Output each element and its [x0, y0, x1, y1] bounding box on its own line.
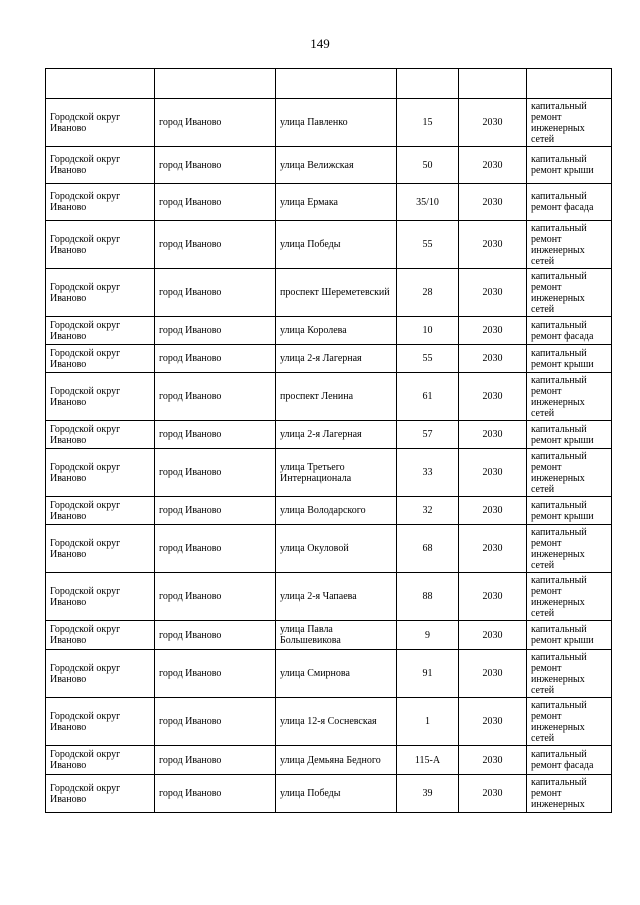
- year-cell: 2030: [459, 621, 527, 650]
- work-type-cell: капитальный ремонт инженерных сетей: [527, 525, 612, 573]
- work-type-cell: капитальный ремонт инженерных сетей: [527, 269, 612, 317]
- city-cell: город Иваново: [155, 221, 276, 269]
- table-row: [46, 147, 612, 184]
- city-cell: город Иваново: [155, 698, 276, 746]
- street-cell: улица Павла Большевикова: [276, 621, 397, 650]
- work-type-cell: капитальный ремонт крыши: [527, 345, 612, 373]
- year-cell: 2030: [459, 269, 527, 317]
- street-cell: улица Победы: [276, 775, 397, 813]
- continuation-row: [46, 69, 612, 99]
- table-row: [46, 525, 612, 573]
- house-number-cell: 35/10: [397, 184, 459, 221]
- table-row: [46, 621, 612, 650]
- empty-cell: [527, 69, 612, 99]
- work-type-cell: капитальный ремонт крыши: [527, 147, 612, 184]
- street-cell: улица 12-я Сосневская: [276, 698, 397, 746]
- district-cell: Городской округ Иваново: [46, 184, 155, 221]
- house-number-cell: 55: [397, 221, 459, 269]
- city-cell: город Иваново: [155, 746, 276, 775]
- work-type-cell: капитальный ремонт инженерных сетей: [527, 650, 612, 698]
- table-row: [46, 99, 612, 147]
- district-cell: Городской округ Иваново: [46, 221, 155, 269]
- city-cell: город Иваново: [155, 99, 276, 147]
- year-cell: 2030: [459, 497, 527, 525]
- district-cell: Городской округ Иваново: [46, 421, 155, 449]
- district-cell: Городской округ Иваново: [46, 746, 155, 775]
- work-type-cell: капитальный ремонт инженерных сетей: [527, 373, 612, 421]
- year-cell: 2030: [459, 147, 527, 184]
- house-number-cell: 10: [397, 317, 459, 345]
- table-row: [46, 421, 612, 449]
- house-number-cell: 32: [397, 497, 459, 525]
- city-cell: город Иваново: [155, 184, 276, 221]
- district-cell: Городской округ Иваново: [46, 449, 155, 497]
- empty-cell: [276, 69, 397, 99]
- year-cell: 2030: [459, 650, 527, 698]
- year-cell: 2030: [459, 525, 527, 573]
- street-cell: улица 2-я Лагерная: [276, 421, 397, 449]
- house-number-cell: 15: [397, 99, 459, 147]
- district-cell: Городской округ Иваново: [46, 573, 155, 621]
- year-cell: 2030: [459, 421, 527, 449]
- district-cell: Городской округ Иваново: [46, 269, 155, 317]
- work-type-cell: капитальный ремонт крыши: [527, 621, 612, 650]
- empty-cell: [46, 69, 155, 99]
- year-cell: 2030: [459, 345, 527, 373]
- district-cell: Городской округ Иваново: [46, 373, 155, 421]
- house-number-cell: 115-А: [397, 746, 459, 775]
- table-row: [46, 449, 612, 497]
- house-number-cell: 39: [397, 775, 459, 813]
- year-cell: 2030: [459, 746, 527, 775]
- street-cell: улица Королева: [276, 317, 397, 345]
- street-cell: улица Окуловой: [276, 525, 397, 573]
- street-cell: улица Володарского: [276, 497, 397, 525]
- table-row: [46, 269, 612, 317]
- street-cell: улица 2-я Лагерная: [276, 345, 397, 373]
- work-type-cell: капитальный ремонт фасада: [527, 184, 612, 221]
- city-cell: город Иваново: [155, 373, 276, 421]
- district-cell: Городской округ Иваново: [46, 698, 155, 746]
- work-type-cell: капитальный ремонт крыши: [527, 497, 612, 525]
- street-cell: улица Победы: [276, 221, 397, 269]
- empty-cell: [459, 69, 527, 99]
- street-cell: улица Смирнова: [276, 650, 397, 698]
- street-cell: улица 2-я Чапаева: [276, 573, 397, 621]
- work-type-cell: капитальный ремонт инженерных сетей: [527, 449, 612, 497]
- city-cell: город Иваново: [155, 269, 276, 317]
- house-number-cell: 33: [397, 449, 459, 497]
- city-cell: город Иваново: [155, 449, 276, 497]
- work-type-cell: капитальный ремонт фасада: [527, 746, 612, 775]
- table-row: [46, 373, 612, 421]
- street-cell: проспект Шереметевский: [276, 269, 397, 317]
- house-number-cell: 88: [397, 573, 459, 621]
- year-cell: 2030: [459, 775, 527, 813]
- page-number: 149: [310, 36, 330, 51]
- year-cell: 2030: [459, 573, 527, 621]
- empty-cell: [397, 69, 459, 99]
- work-type-cell: капитальный ремонт инженерных сетей: [527, 99, 612, 147]
- house-number-cell: 57: [397, 421, 459, 449]
- empty-cell: [155, 69, 276, 99]
- district-cell: Городской округ Иваново: [46, 497, 155, 525]
- year-cell: 2030: [459, 698, 527, 746]
- year-cell: 2030: [459, 317, 527, 345]
- district-cell: Городской округ Иваново: [46, 650, 155, 698]
- table-row: [46, 345, 612, 373]
- street-cell: улица Демьяна Бедного: [276, 746, 397, 775]
- city-cell: город Иваново: [155, 317, 276, 345]
- city-cell: город Иваново: [155, 573, 276, 621]
- work-type-cell: капитальный ремонт крыши: [527, 421, 612, 449]
- district-cell: Городской округ Иваново: [46, 621, 155, 650]
- city-cell: город Иваново: [155, 525, 276, 573]
- city-cell: город Иваново: [155, 621, 276, 650]
- table-row: [46, 573, 612, 621]
- work-type-cell: капитальный ремонт инженерных сетей: [527, 221, 612, 269]
- city-cell: город Иваново: [155, 497, 276, 525]
- city-cell: город Иваново: [155, 147, 276, 184]
- year-cell: 2030: [459, 221, 527, 269]
- street-cell: улица Третьего Интернационала: [276, 449, 397, 497]
- work-type-cell: капитальный ремонт фасада: [527, 317, 612, 345]
- table-row: [46, 746, 612, 775]
- street-cell: улица Ермака: [276, 184, 397, 221]
- city-cell: город Иваново: [155, 775, 276, 813]
- house-number-cell: 68: [397, 525, 459, 573]
- house-number-cell: 28: [397, 269, 459, 317]
- house-number-cell: 55: [397, 345, 459, 373]
- table-row: [46, 221, 612, 269]
- district-cell: Городской округ Иваново: [46, 99, 155, 147]
- house-number-cell: 1: [397, 698, 459, 746]
- street-cell: улица Павленко: [276, 99, 397, 147]
- table-row: [46, 497, 612, 525]
- street-cell: проспект Ленина: [276, 373, 397, 421]
- year-cell: 2030: [459, 99, 527, 147]
- table-row: [46, 317, 612, 345]
- street-cell: улица Велижская: [276, 147, 397, 184]
- house-number-cell: 61: [397, 373, 459, 421]
- year-cell: 2030: [459, 449, 527, 497]
- city-cell: город Иваново: [155, 421, 276, 449]
- district-cell: Городской округ Иваново: [46, 317, 155, 345]
- house-number-cell: 91: [397, 650, 459, 698]
- year-cell: 2030: [459, 184, 527, 221]
- district-cell: Городской округ Иваново: [46, 345, 155, 373]
- table-row: [46, 650, 612, 698]
- district-cell: Городской округ Иваново: [46, 147, 155, 184]
- district-cell: Городской округ Иваново: [46, 775, 155, 813]
- city-cell: город Иваново: [155, 650, 276, 698]
- housing-repair-table: [45, 68, 612, 813]
- work-type-cell: капитальный ремонт инженерных: [527, 775, 612, 813]
- table-row: [46, 184, 612, 221]
- work-type-cell: капитальный ремонт инженерных сетей: [527, 573, 612, 621]
- district-cell: Городской округ Иваново: [46, 525, 155, 573]
- year-cell: 2030: [459, 373, 527, 421]
- table-row: [46, 698, 612, 746]
- house-number-cell: 9: [397, 621, 459, 650]
- table-row: [46, 775, 612, 813]
- work-type-cell: капитальный ремонт инженерных сетей: [527, 698, 612, 746]
- city-cell: город Иваново: [155, 345, 276, 373]
- house-number-cell: 50: [397, 147, 459, 184]
